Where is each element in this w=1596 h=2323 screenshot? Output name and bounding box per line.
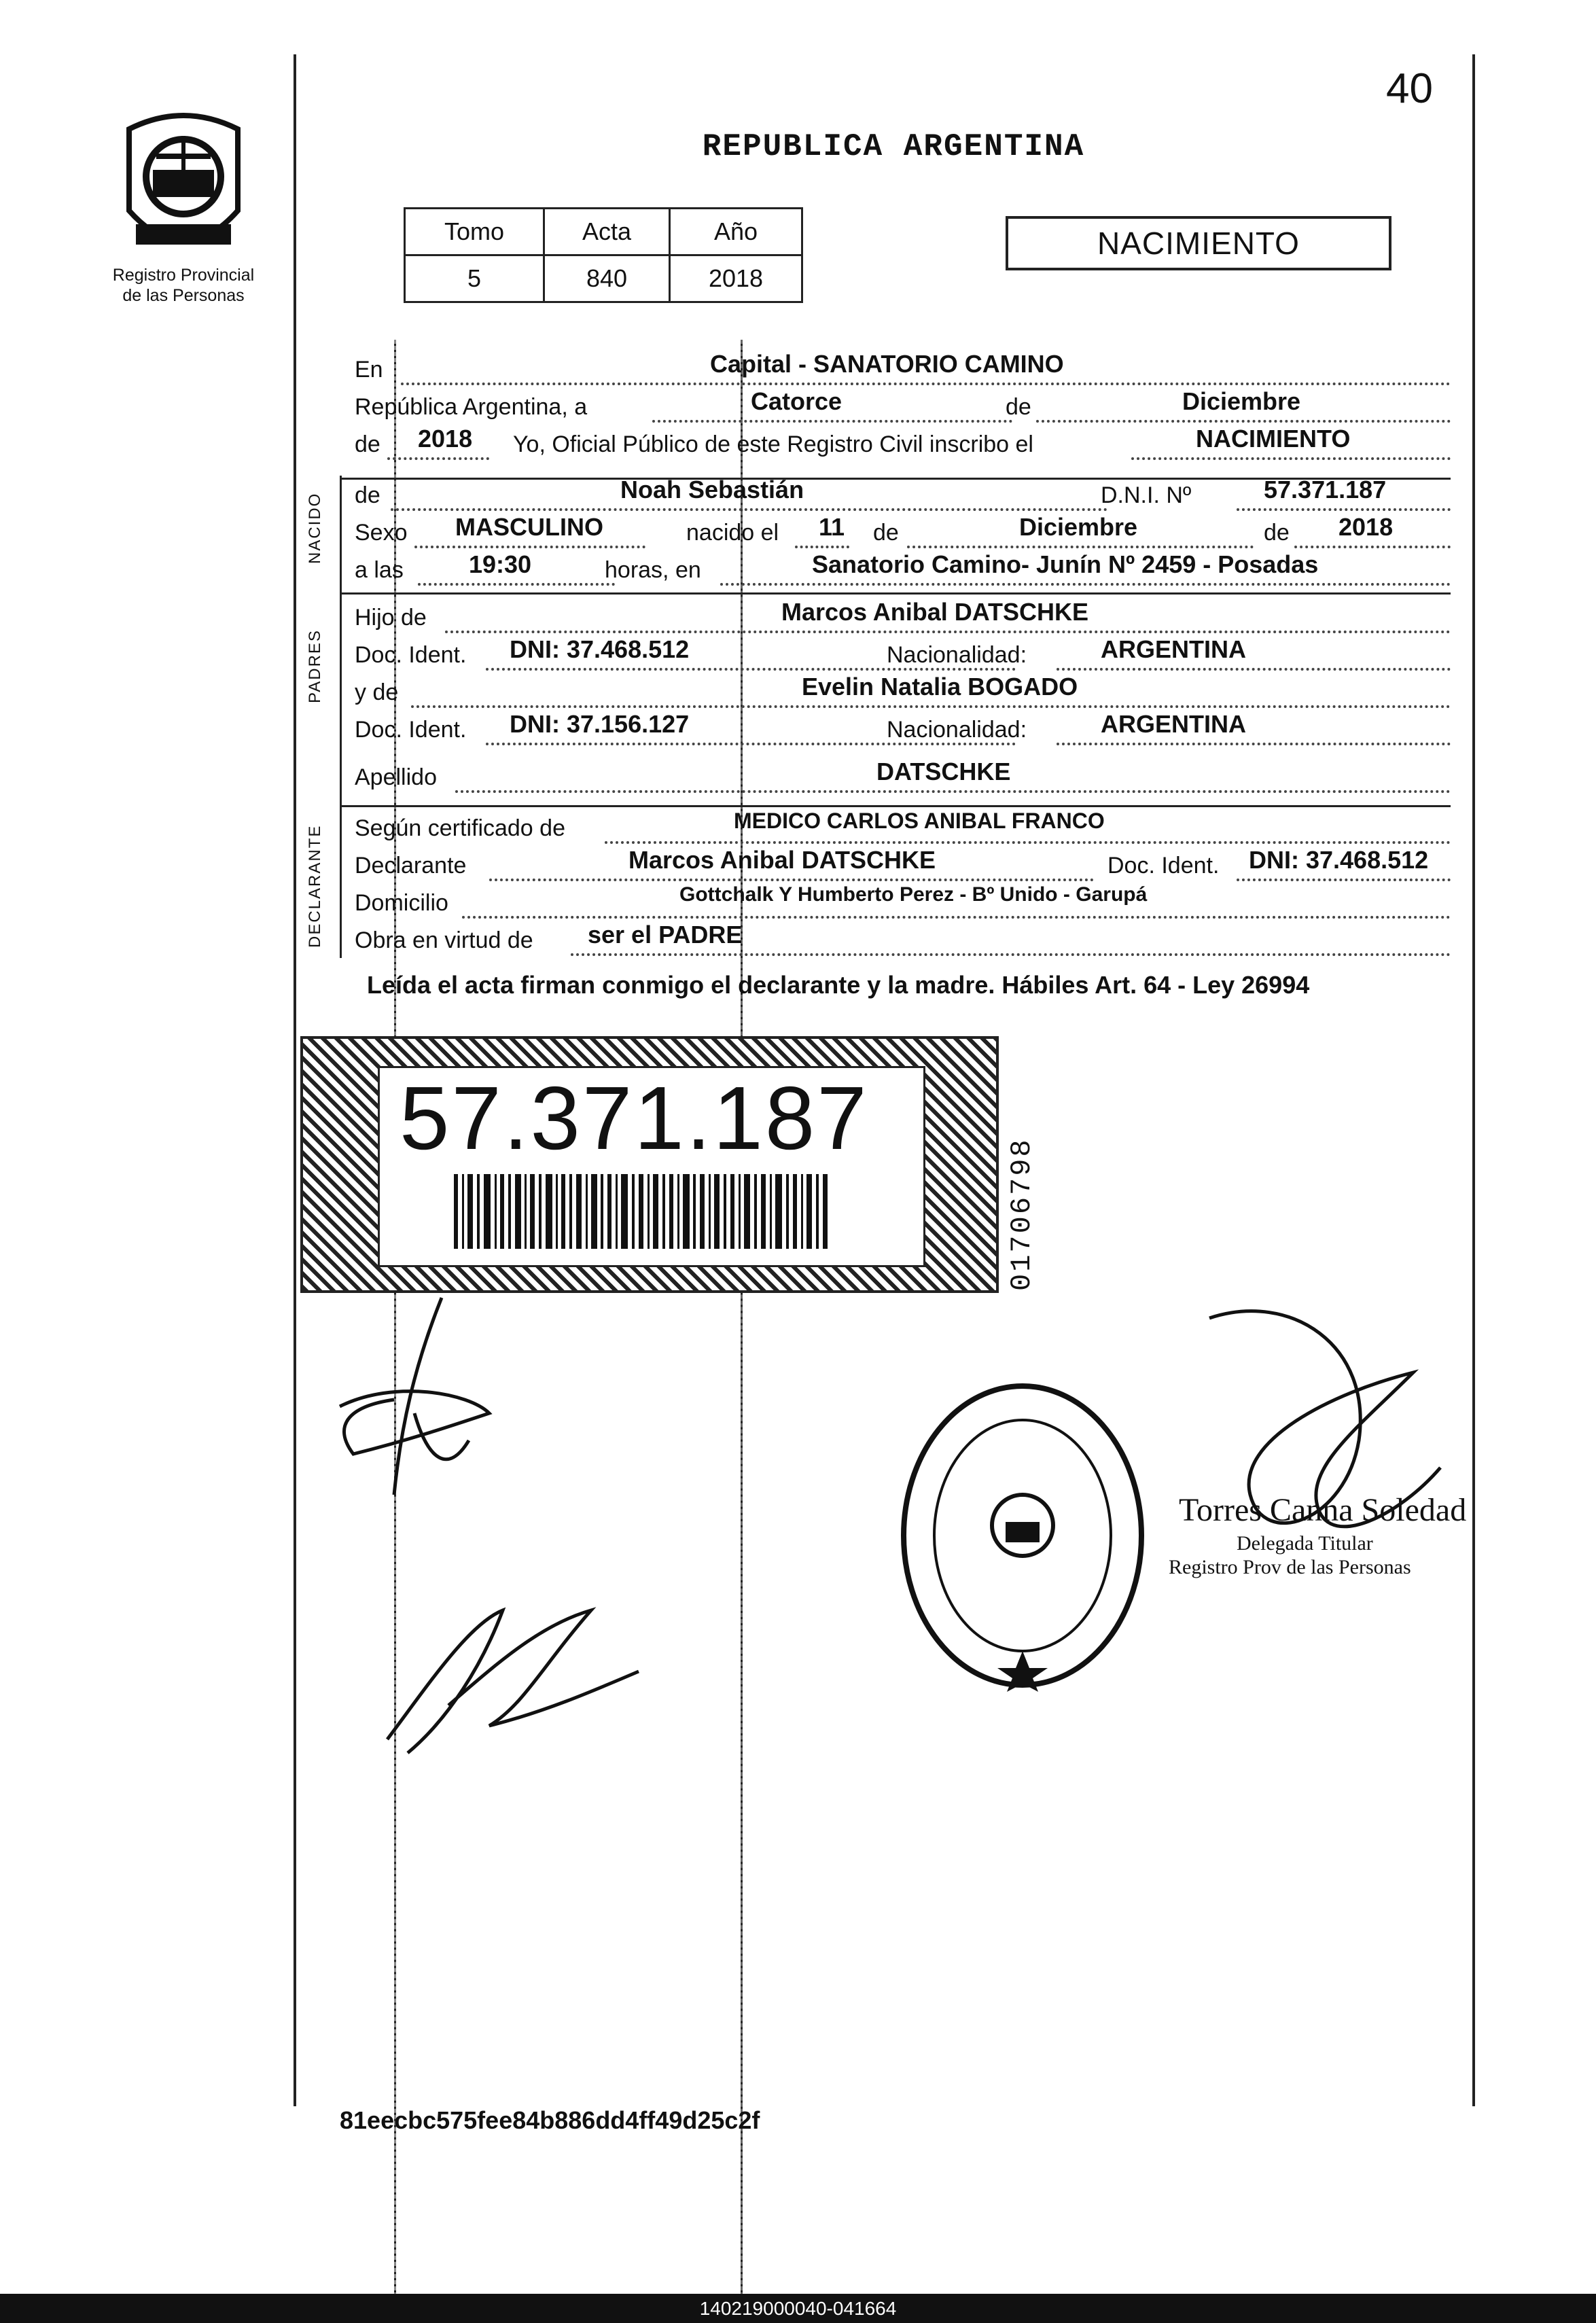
left-margin-line — [294, 54, 296, 2106]
value-year: 2018 — [418, 425, 473, 453]
row-declarant — [353, 846, 1451, 884]
value-address: Gottchalk Y Humberto Perez - Bº Unido - Garupá — [679, 883, 1148, 906]
rule-declarant-top — [340, 805, 1451, 807]
label-de-nac-anio: de — [1264, 520, 1290, 546]
document-hash: 81eecbc575fee84b886dd4ff49d25c2f — [340, 2106, 760, 2134]
value-child-dni: 57.371.187 — [1264, 476, 1387, 503]
closing-note: Leída el acta firman conmigo el declarante y la madre. Hábiles Art. 64 - Ley 26994 — [367, 971, 1310, 999]
value-obra: ser el PADRE — [588, 921, 743, 948]
value-place: Capital - SANATORIO CAMINO — [710, 350, 1064, 378]
document-title: REPUBLICA ARGENTINA — [702, 129, 1085, 164]
label-de-mes: de — [1006, 394, 1031, 420]
row-time — [353, 550, 1451, 588]
row-obra — [353, 921, 1451, 959]
record-type: NACIMIENTO — [1097, 226, 1300, 261]
barcode-icon — [454, 1174, 828, 1249]
official-role: Delegada Titular — [1237, 1532, 1373, 1555]
row-surname — [353, 758, 1451, 796]
label-de-anio: de — [355, 431, 380, 457]
label-doc-declarant: Doc. Ident. — [1107, 853, 1220, 879]
official-name: Torres Canna Soledad — [1179, 1492, 1467, 1528]
stamp-serial: 01706798 — [1006, 1137, 1038, 1291]
value-anio: 2018 — [670, 255, 802, 302]
row-father-doc — [353, 635, 1451, 673]
official-seal-icon — [897, 1379, 1148, 1692]
label-republica: República Argentina, a — [355, 394, 588, 420]
row-address — [353, 883, 1451, 921]
section-divider-line — [340, 476, 342, 958]
rule-parents-top — [340, 592, 1451, 595]
row-certificate — [353, 809, 1451, 847]
value-birth-year: 2018 — [1338, 513, 1394, 541]
value-declarant: Marcos Anibal DATSCHKE — [628, 846, 936, 874]
value-mother-nationality: ARGENTINA — [1101, 710, 1246, 738]
row-year — [353, 425, 1451, 463]
value-surname: DATSCHKE — [876, 758, 1011, 785]
label-de-nombre: de — [355, 482, 380, 508]
value-father-name: Marcos Anibal DATSCHKE — [781, 598, 1089, 626]
label-horas: horas, en — [605, 557, 701, 583]
value-declarant-doc: DNI: 37.468.512 — [1249, 846, 1429, 874]
label-de-nac-mes: de — [873, 520, 899, 546]
label-nacionalidad-father: Nacionalidad: — [887, 642, 1027, 668]
value-child-name: Noah Sebastián — [620, 476, 804, 503]
value-time: 19:30 — [469, 550, 532, 578]
section-label-born: NACIDO — [306, 492, 324, 564]
label-apellido: Apellido — [355, 764, 437, 790]
row-name — [353, 476, 1451, 514]
label-obra: Obra en virtud de — [355, 927, 533, 953]
row-mother — [353, 673, 1451, 711]
value-month: Diciembre — [1182, 387, 1301, 415]
row-sex — [353, 513, 1451, 551]
organization-name — [82, 265, 285, 306]
page-number: 40 — [1386, 65, 1433, 112]
value-certificate: MEDICO CARLOS ANIBAL FRANCO — [734, 809, 1105, 833]
label-doc-mother: Doc. Ident. — [355, 717, 467, 743]
header-anio: Año — [670, 209, 802, 255]
value-acta: 840 — [544, 255, 670, 302]
section-label-declarant: DECLARANTE — [306, 824, 324, 948]
value-father-nationality: ARGENTINA — [1101, 635, 1246, 663]
label-dni: D.N.I. Nº — [1101, 482, 1192, 508]
value-inscribo: NACIMIENTO — [1196, 425, 1351, 453]
label-hijo: Hijo de — [355, 605, 427, 631]
label-oficial: Yo, Oficial Público de este Registro Civil inscribo el — [513, 431, 1033, 457]
record-type-box — [1006, 216, 1391, 270]
value-birth-place: Sanatorio Camino- Junín Nº 2459 - Posadas — [812, 550, 1319, 578]
value-mother-name: Evelin Natalia BOGADO — [802, 673, 1078, 701]
label-nacionalidad-mother: Nacionalidad: — [887, 717, 1027, 743]
org-line2: de las Personas — [122, 286, 245, 305]
section-label-parents: PADRES — [306, 629, 324, 703]
label-yde: y de — [355, 679, 399, 705]
value-tomo: 5 — [405, 255, 544, 302]
right-margin-line — [1472, 54, 1475, 2106]
label-declarante: Declarante — [355, 853, 467, 879]
org-line1: Registro Provincial — [112, 266, 255, 285]
row-date — [353, 387, 1451, 425]
value-sex: MASCULINO — [455, 513, 603, 541]
label-domicilio: Domicilio — [355, 890, 448, 916]
label-nacido: nacido el — [686, 520, 779, 546]
label-certificado: Según certificado de — [355, 815, 565, 841]
label-en: En — [355, 357, 383, 383]
footer-code: 140219000040-041664 — [0, 2294, 1596, 2323]
label-sexo: Sexo — [355, 520, 408, 546]
provincial-seal-icon — [116, 109, 251, 265]
header-acta: Acta — [544, 209, 670, 255]
stamp-number: 57.371.187 — [400, 1068, 869, 1168]
record-table — [404, 207, 803, 303]
label-alas: a las — [355, 557, 404, 583]
mother-signature — [367, 1583, 652, 1760]
value-birth-day: 11 — [819, 513, 845, 541]
declarant-signature — [313, 1291, 516, 1508]
row-en — [353, 350, 1451, 388]
official-office: Registro Prov de las Personas — [1169, 1556, 1411, 1578]
value-birth-month: Diciembre — [1019, 513, 1138, 541]
value-day: Catorce — [751, 387, 843, 415]
row-mother-doc — [353, 710, 1451, 748]
value-father-doc: DNI: 37.468.512 — [510, 635, 690, 663]
header-tomo: Tomo — [405, 209, 544, 255]
row-father — [353, 598, 1451, 636]
label-doc-father: Doc. Ident. — [355, 642, 467, 668]
value-mother-doc: DNI: 37.156.127 — [510, 710, 690, 738]
